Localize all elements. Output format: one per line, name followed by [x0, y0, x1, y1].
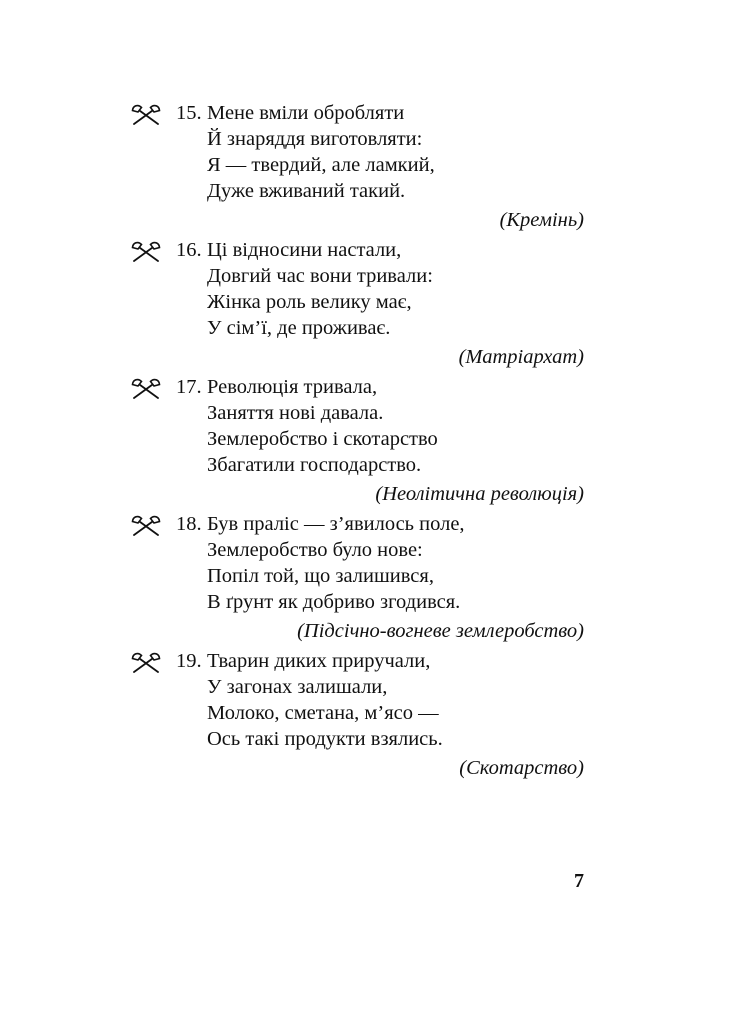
- riddle-line: Довгий час вони тривали:: [207, 265, 433, 287]
- riddle-line: Тварин диких приручали,: [207, 650, 431, 672]
- riddle-line: Й знаряддя виготовляти:: [207, 128, 423, 150]
- crossed-axes-icon: [131, 514, 161, 536]
- riddle-line: Ось такі продукти взялись.: [207, 728, 443, 750]
- riddle-line: Попіл той, що залишився,: [207, 565, 434, 587]
- riddle-line: Заняття нові давала.: [207, 402, 384, 424]
- riddle-answer: (Неолітична революція): [375, 483, 584, 505]
- riddle-answer: (Скотарство): [459, 757, 584, 779]
- crossed-axes-icon: [131, 651, 161, 673]
- riddle-line: Збагатили господарство.: [207, 454, 422, 476]
- riddle-line: Землеробство і скотарство: [207, 428, 438, 450]
- riddle-line: Ці відносини настали,: [207, 239, 402, 261]
- riddle-line: Був праліс — з’явилось поле,: [207, 513, 465, 535]
- riddle-number: 17.: [176, 376, 202, 398]
- page-number: 7: [574, 870, 584, 892]
- crossed-axes-icon: [131, 377, 161, 399]
- riddle-number: 18.: [176, 513, 202, 535]
- riddle-line: У сім’ї, де проживає.: [207, 317, 391, 339]
- riddle-number: 16.: [176, 239, 202, 261]
- riddle-number: 19.: [176, 650, 202, 672]
- riddle-line: Я — твердий, але ламкий,: [207, 154, 435, 176]
- riddle-answer: (Матріархат): [458, 346, 584, 368]
- riddle-line: Молоко, сметана, м’ясо —: [207, 702, 439, 724]
- riddle-line: Дуже вживаний такий.: [207, 180, 406, 202]
- riddle-line: В ґрунт як добриво згодився.: [207, 591, 461, 613]
- crossed-axes-icon: [131, 103, 161, 125]
- riddle-answer: (Підсічно-вогневе землеробство): [297, 620, 584, 642]
- riddle-line: У загонах залишали,: [207, 676, 388, 698]
- crossed-axes-icon: [131, 240, 161, 262]
- riddle-line: Землеробство було нове:: [207, 539, 423, 561]
- riddle-line: Мене вміли обробляти: [207, 102, 405, 124]
- riddle-answer: (Кремінь): [499, 209, 584, 231]
- riddle-line: Жінка роль велику має,: [207, 291, 412, 313]
- riddle-number: 15.: [176, 102, 202, 124]
- riddle-line: Революція тривала,: [207, 376, 378, 398]
